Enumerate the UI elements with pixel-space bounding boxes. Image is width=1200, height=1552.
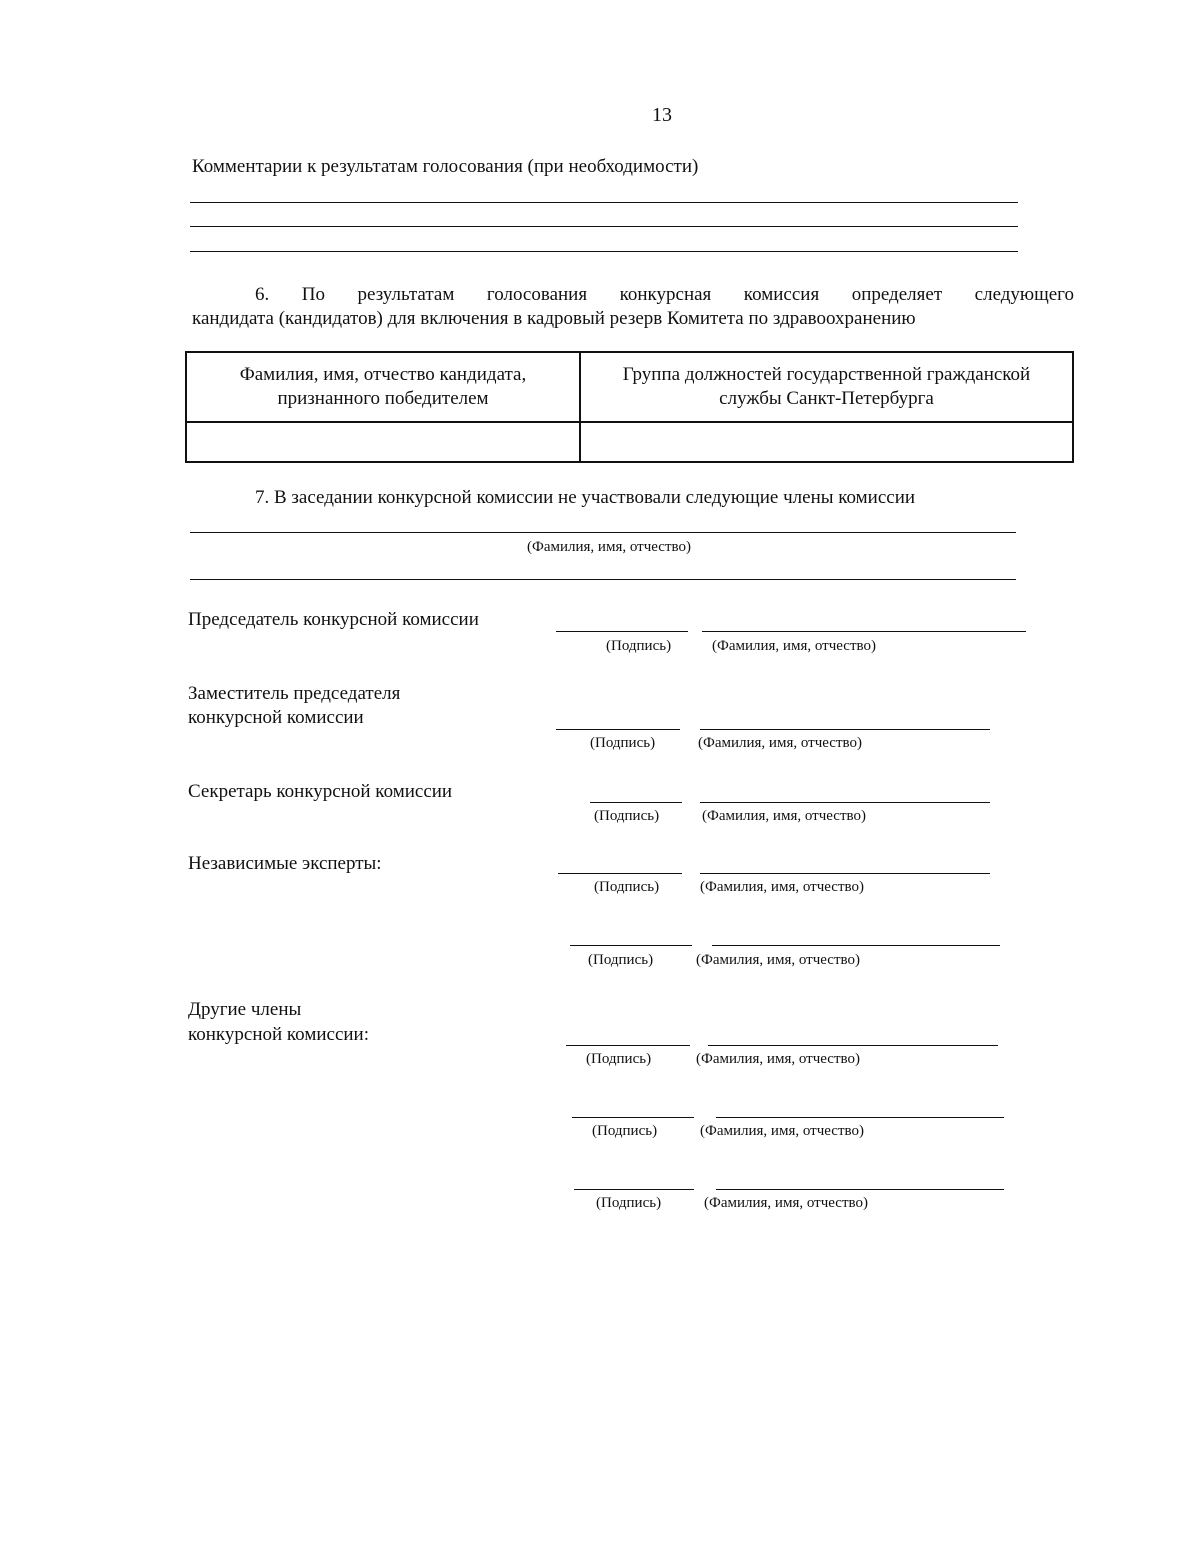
- member2-signature-line: [572, 1117, 694, 1118]
- member2-signature-caption: (Подпись): [592, 1123, 658, 1139]
- secretary-name-line: [700, 802, 990, 803]
- section7-text: 7. В заседании конкурсной комиссии не участвовали следующие члены комиссии: [255, 487, 916, 508]
- expert1-name-caption: (Фамилия, имя, отчество): [700, 879, 864, 895]
- member3-name-caption: (Фамилия, имя, отчество): [704, 1195, 868, 1211]
- page-number: 13: [652, 104, 672, 126]
- member1-signature-line: [566, 1045, 690, 1046]
- candidate-name-header: Фамилия, имя, отчество кандидата, признанного победителем: [186, 352, 580, 422]
- expert1-signature-line: [558, 873, 682, 874]
- expert2-signature-caption: (Подпись): [588, 952, 654, 968]
- member2-name-caption: (Фамилия, имя, отчество): [700, 1123, 864, 1139]
- secretary-signature-line: [590, 802, 682, 803]
- position-group-header: Группа должностей государственной гражданской службы Санкт-Петербурга: [580, 352, 1073, 422]
- expert1-signature-caption: (Подпись): [594, 879, 660, 895]
- deputy-label-line1: Заместитель председателя: [188, 683, 401, 704]
- deputy-signature-line: [556, 729, 680, 730]
- secretary-name-caption: (Фамилия, имя, отчество): [702, 808, 866, 824]
- secretary-signature-caption: (Подпись): [594, 808, 660, 824]
- comments-line-1: [190, 202, 1018, 203]
- expert1-name-line: [700, 873, 990, 874]
- deputy-signature-caption: (Подпись): [590, 735, 656, 751]
- deputy-name-line: [700, 729, 990, 730]
- chair-name-line: [702, 631, 1026, 632]
- member1-signature-caption: (Подпись): [586, 1051, 652, 1067]
- member3-signature-caption: (Подпись): [596, 1195, 662, 1211]
- deputy-name-caption: (Фамилия, имя, отчество): [698, 735, 862, 751]
- comments-label: Комментарии к результатам голосования (при необходимости): [192, 156, 699, 177]
- candidate-name-cell: [186, 422, 580, 462]
- section6-line1: 6. По результатам голосования конкурсная комиссия определяет следующего: [255, 284, 1074, 305]
- others-label-line2: конкурсной комиссии:: [188, 1024, 369, 1045]
- member3-name-line: [716, 1189, 1004, 1190]
- member2-name-line: [716, 1117, 1004, 1118]
- absent-members-line-2: [190, 579, 1016, 580]
- expert2-name-line: [712, 945, 1000, 946]
- deputy-label-line2: конкурсной комиссии: [188, 707, 364, 728]
- expert2-name-caption: (Фамилия, имя, отчество): [696, 952, 860, 968]
- others-label-line1: Другие члены: [188, 999, 302, 1020]
- position-group-cell: [580, 422, 1073, 462]
- section6-line2: кандидата (кандидатов) для включения в кадровый резерв Комитета по здравоохранению: [192, 308, 916, 329]
- candidate-table: [185, 351, 1074, 463]
- absent-members-line-1: [190, 532, 1016, 533]
- member1-name-caption: (Фамилия, имя, отчество): [696, 1051, 860, 1067]
- member3-signature-line: [574, 1189, 694, 1190]
- chair-label: Председатель конкурсной комиссии: [188, 609, 479, 630]
- comments-line-3: [190, 251, 1018, 252]
- absent-members-caption: (Фамилия, имя, отчество): [527, 539, 691, 555]
- experts-label: Независимые эксперты:: [188, 853, 382, 874]
- chair-name-caption: (Фамилия, имя, отчество): [712, 638, 876, 654]
- comments-line-2: [190, 226, 1018, 227]
- chair-signature-caption: (Подпись): [606, 638, 672, 654]
- chair-signature-line: [556, 631, 688, 632]
- expert2-signature-line: [570, 945, 692, 946]
- secretary-label: Секретарь конкурсной комиссии: [188, 781, 453, 802]
- member1-name-line: [708, 1045, 998, 1046]
